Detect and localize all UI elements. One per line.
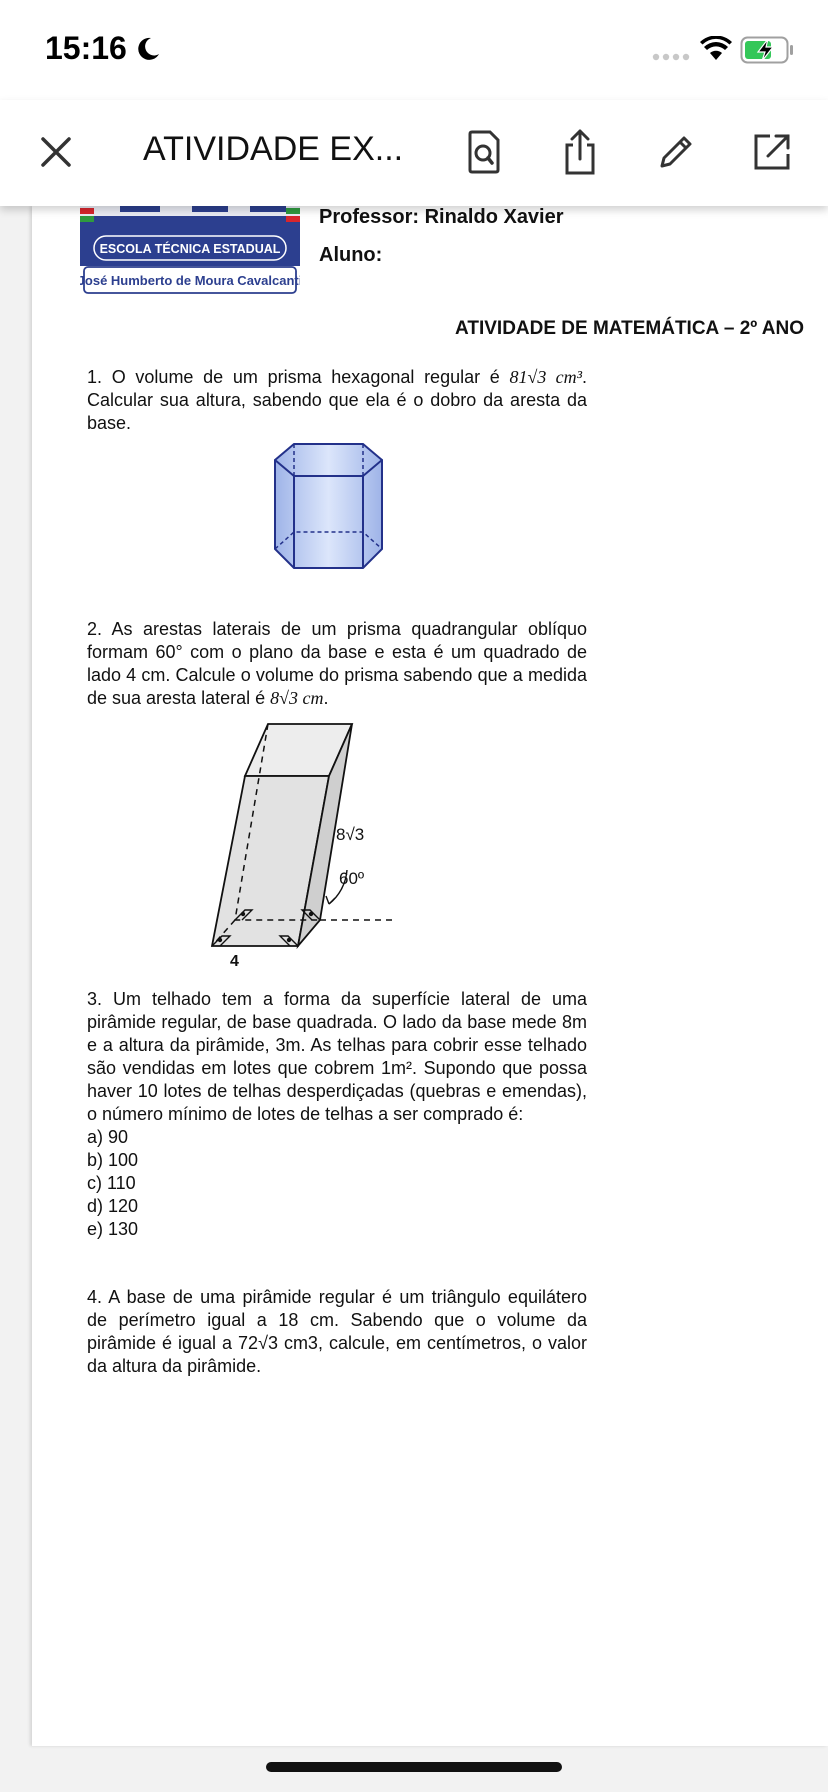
- edge-label: 8√3: [336, 825, 365, 844]
- close-icon: [38, 134, 74, 170]
- question-4: [87, 1286, 587, 1378]
- activity-heading: ATIVIDADE DE MATEMÁTICA – 2º ANO: [455, 318, 804, 339]
- status-time: 15:16: [45, 30, 127, 66]
- question-2: [87, 618, 587, 710]
- side-label: 4: [230, 953, 239, 970]
- question-2-text-before: 2. As arestas laterais de um prisma quadrangular oblíquo formam 60° com o plano da base e esta é um quadrado de lado 4 cm. Calcule o volume do prisma sabendo que a medida de sua aresta lateral é: [87, 619, 587, 708]
- professor-line: Professor: Rinaldo Xavier: [319, 206, 564, 228]
- option-c: c) 110: [87, 1173, 136, 1193]
- question-1-text-after: . Calcular sua altura, sabendo que ela é o dobro da aresta da base.: [87, 367, 587, 433]
- option-d: d) 120: [87, 1196, 139, 1216]
- option-b: b) 100: [87, 1150, 139, 1170]
- student-line: Aluno:: [319, 244, 383, 266]
- oblique-prism-figure: [192, 720, 442, 970]
- question-3-text: 3. Um telhado tem a forma da superfície lateral de uma pirâmide regular, de base quadrada. O lado da base mede 8m e a altura da pirâmide, 3m. As telhas para cobrir esse telhado são vendidas em lotes que cobrem 1m². Supondo que possa haver 10 lotes de telhas desperdiçadas (quebras e emendas), o número mínimo de lotes de telhas a ser comprado é:: [87, 989, 587, 1124]
- wifi-icon: [700, 36, 732, 62]
- pencil-icon: [656, 132, 696, 172]
- option-a: a) 90: [87, 1127, 129, 1147]
- logo-name-text: José Humberto de Moura Cavalcanti: [80, 273, 300, 288]
- school-logo: [80, 206, 300, 304]
- open-external-button[interactable]: [744, 124, 800, 180]
- question-2-math: 8√3 cm: [270, 688, 324, 708]
- edit-button[interactable]: [648, 124, 704, 180]
- search-document-button[interactable]: [456, 124, 512, 180]
- home-indicator[interactable]: [266, 1762, 562, 1772]
- document-toolbar: [0, 100, 828, 206]
- question-4-text: 4. A base de uma pirâmide regular é um triângulo equilátero de perímetro igual a 18 cm. Sabendo que o volume da pirâmide é igual a 72√3 cm3, calcule, em centímetros, o valor da altura da pirâmide.: [87, 1287, 587, 1376]
- moon-icon: [135, 36, 161, 62]
- document-page[interactable]: [32, 206, 828, 1746]
- close-button[interactable]: [28, 124, 84, 180]
- share-icon: [560, 127, 600, 177]
- logo-school-text: ESCOLA TÉCNICA ESTADUAL: [99, 242, 281, 256]
- angle-label: 60º: [339, 869, 365, 888]
- question-1-text-before: 1. O volume de um prisma hexagonal regular é: [87, 367, 510, 387]
- cellular-signal-icon: [652, 52, 690, 62]
- external-link-icon: [752, 132, 792, 172]
- question-1: [87, 366, 587, 435]
- hexagonal-prism-figure: [272, 440, 398, 574]
- share-button[interactable]: [552, 124, 608, 180]
- question-3: [87, 988, 587, 1241]
- document-search-icon: [464, 129, 504, 175]
- battery-charging-icon: [740, 36, 794, 64]
- document-title: ATIVIDADE EX...: [143, 130, 404, 168]
- option-e: e) 130: [87, 1219, 139, 1239]
- status-bar: [0, 0, 828, 100]
- question-2-text-after: .: [323, 688, 329, 708]
- question-1-math: 81√3 cm³: [509, 367, 582, 387]
